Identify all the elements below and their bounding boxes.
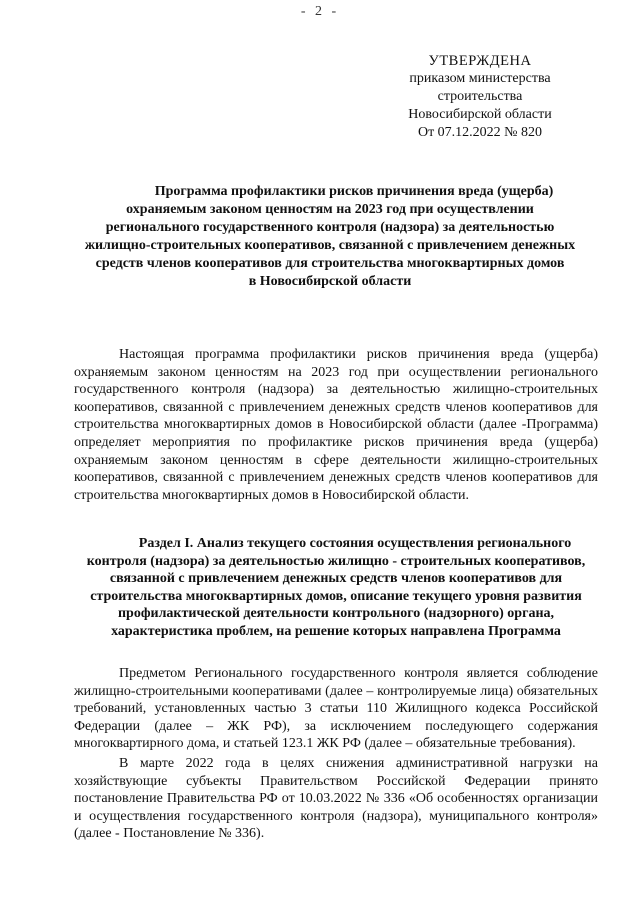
approval-line: Новосибирской области bbox=[408, 107, 552, 122]
section-heading-text: Раздел I. Анализ текущего состояния осуществления регионального контроля (надзора) за деятельностью жилищно - строительных кооперативов, связанной с привлечением денежных средств членов кооперативов для строительства многоквартирных домов, описание текущего уровня развития профилактической деятельности контрольного (надзорного) органа, характеристика проблем, на решение которых направлена Программа bbox=[86, 536, 586, 639]
intro-paragraph: Настоящая программа профилактики рисков причинения вреда (ущерба) охраняемым законом ценностям на 2023 год при осуществлении регионального государственного контроля (надзора) за деятельностью жилищно-строительных кооперативов, связанной с привлечением денежных средств членов кооперативов для строительства многоквартирных домов в Новосибирской области (далее -Программа) определяет мероприятия по профилактике рисков причинения вреда (ущерба) охраняемым законом ценностям в сфере деятельности жилищно-строительных кооперативов, связанной с привлечением денежных средств членов кооперативов для строительства многоквартирных домов в Новосибирской области. bbox=[74, 347, 598, 503]
document-title-region: в Новосибирской области bbox=[248, 274, 412, 289]
approval-date-number: От 07.12.2022 № 820 bbox=[417, 125, 543, 140]
document-title-main: Программа профилактики рисков причинения вреда (ущерба) охраняемым законом ценностям на 2023 год при осуществлении регионального государственного контроля (надзора) за деятельностью жилищно-строительных кооперативов, связанной с привлечением денежных средств членов кооперативов для строительства многоквартирных домов bbox=[84, 184, 576, 271]
section-heading bbox=[82, 535, 590, 641]
approval-line: строительства bbox=[437, 89, 523, 104]
approval-stamp bbox=[395, 52, 565, 142]
approval-title: УТВЕРЖДЕНА bbox=[428, 53, 532, 69]
page-number: - 2 - bbox=[300, 4, 340, 19]
subject-paragraph: Предметом Регионального государственного контроля является соблюдение жилищно-строительными кооперативами (далее – контролируемые лица) обязательных требований, установленных частью 3 статьи 110 Жилищного кодекса Российской Федерации (далее – ЖК РФ), за исключением последующего содержания многоквартирного дома, и статьей 123.1 ЖК РФ (далее – обязательные требования). bbox=[74, 666, 598, 752]
march-paragraph: В марте 2022 года в целях снижения административной нагрузки на хозяйствующие субъекты Правительством Российской Федерации принято постановление Правительства РФ от 10.03.2022 № 336 «Об особенностях организации и осуществления государственного контроля (надзора), муниципального контроля» (далее - Постановление № 336). bbox=[74, 756, 598, 842]
approval-line: приказом министерства bbox=[409, 71, 551, 86]
document-title bbox=[80, 183, 580, 291]
